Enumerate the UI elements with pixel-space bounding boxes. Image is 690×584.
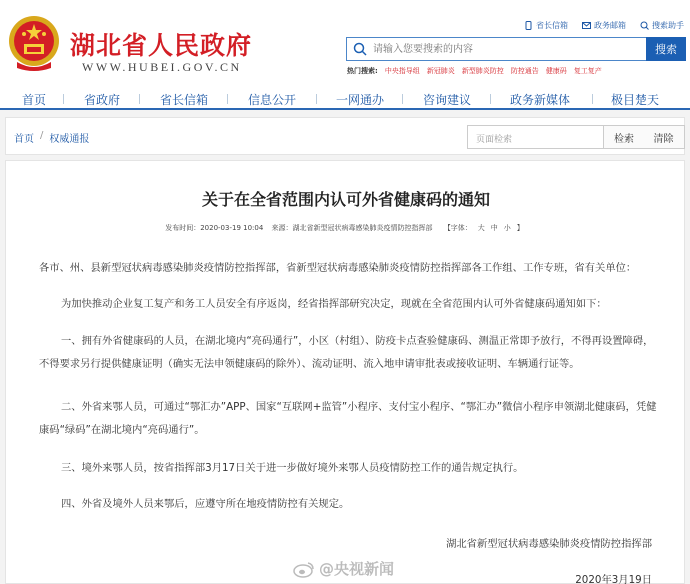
paragraph-intro: 为加快推动企业复工复产和务工人员安全有序返岗，经省指挥部研究决定，现就在全省范围内认可外省健康码通知如下： [61,298,607,310]
site-search-input[interactable] [373,39,633,59]
font-size-end: 】 [516,224,524,232]
paragraph-item-4: 四、外省及境外人员来鄂后，应遵守所在地疫情防控有关规定。 [61,498,350,510]
signature-org: 湖北省新型冠状病毒感染肺炎疫情防控指挥部 [446,538,652,550]
publish-date: 发布时间：2020-03-19 10:04 [165,224,264,232]
paragraph-item-1: 一、拥有外省健康码的人员，在湖北境内“亮码通行”，小区（村组）、防疫卡点查验健康码、测温正常即予放行，不得再设置障碍，不得要求另行提供健康证明（确实无法申领健康码的除外）、流动证明、流入地申请审批表或接收证明、车辆通行证等。 [39,335,654,370]
top-link-label: 政务邮箱 [594,21,626,30]
site-title[interactable]: 湖北省人民政府 [70,31,253,60]
watermark-text: @央视新闻 [319,560,395,578]
weibo-icon [293,560,315,578]
paragraph-item-3: 三、境外来鄂人员，按省指挥部3月17日关于进一步做好境外来鄂人员疫情防控工作的通告规定执行。 [61,462,524,474]
breadcrumb-current[interactable]: 权威通报 [49,134,90,145]
nav-item-new-media[interactable]: 政务新媒体 [510,93,571,107]
top-link-label: 搜索助手 [652,21,684,30]
search-icon [353,42,367,56]
paragraph-item-2: 二、外省来鄂人员，可通过“鄂汇办”APP、国家“互联网+监管”小程序、支付宝小程序、“鄂汇办”微信小程序申领湖北健康码，凭健康码“绿码”在湖北境内“亮码通行”。 [39,401,657,436]
breadcrumb-home[interactable]: 首页 [14,134,34,145]
nav-item-jimu-chutian[interactable]: 极目楚天 [611,93,660,107]
font-small-button[interactable]: 小 [503,224,511,232]
page-search-button[interactable]: 检索 [603,125,645,149]
nav-divider [402,94,403,104]
hot-keyword[interactable]: 新型肺炎防控 [461,67,504,75]
font-large-button[interactable]: 大 [477,224,485,232]
nav-item-consultation[interactable]: 咨询建议 [423,93,472,107]
top-link-label: 省长信箱 [536,21,568,30]
hot-keyword[interactable]: 中央指导组 [384,67,420,75]
font-size-label: 【字体： [443,224,472,232]
font-size-switch [441,224,527,232]
nav-divider [139,94,140,104]
hot-keyword[interactable]: 健康码 [545,67,567,75]
breadcrumb-separator: / [40,130,44,141]
top-links [524,20,684,31]
nav-divider [316,94,317,104]
breadcrumb [14,130,89,145]
site-search-box [346,37,646,61]
weibo-watermark [293,558,394,579]
top-link-gov-email[interactable] [582,20,626,31]
site-header [0,0,690,88]
top-link-search-helper[interactable] [640,20,684,31]
nav-item-home[interactable]: 首页 [22,93,47,107]
nav-item-one-stop-service[interactable]: 一网通办 [336,93,385,107]
font-medium-button[interactable]: 中 [490,224,498,232]
hot-search-label: 热门搜索: [347,67,378,75]
hot-keyword[interactable]: 新冠肺炎 [426,67,455,75]
search-icon [640,21,649,30]
mail-icon [582,21,591,30]
page-search-input[interactable]: 页面检索 [467,125,603,149]
nav-item-governor-mailbox[interactable]: 省长信箱 [160,93,209,107]
hot-searches [347,66,602,76]
article-meta [6,223,686,233]
nav-divider [592,94,593,104]
nav-divider [63,94,64,104]
nav-item-government[interactable]: 省政府 [84,93,121,107]
mobile-icon [524,21,533,30]
nav-divider [227,94,228,104]
paragraph-salutation: 各市、州、县新型冠状病毒感染肺炎疫情防控指挥部，省新型冠状病毒感染肺炎疫情防控指挥部各工作组、工作专班，省有关单位： [39,262,637,274]
page-clear-button[interactable]: 清除 [643,125,685,149]
site-search-button[interactable]: 搜索 [646,37,686,61]
breadcrumb-bar [5,117,685,155]
article-panel [5,160,685,584]
hot-keyword[interactable]: 复工复产 [573,67,602,75]
top-link-governor-mailbox[interactable] [524,20,568,31]
article-source: 来源：湖北省新型冠状病毒感染肺炎疫情防控指挥部 [271,224,433,232]
hot-keyword[interactable]: 防控通告 [510,67,539,75]
signature-date: 2020年3月19日 [575,574,652,584]
nav-item-info-disclosure[interactable]: 信息公开 [248,93,297,107]
national-emblem-icon [7,14,61,72]
main-nav [0,88,690,110]
article-title: 关于在全省范围内认可外省健康码的通知 [201,190,490,209]
nav-divider [490,94,491,104]
site-url: WWW.HUBEI.GOV.CN [82,60,242,74]
